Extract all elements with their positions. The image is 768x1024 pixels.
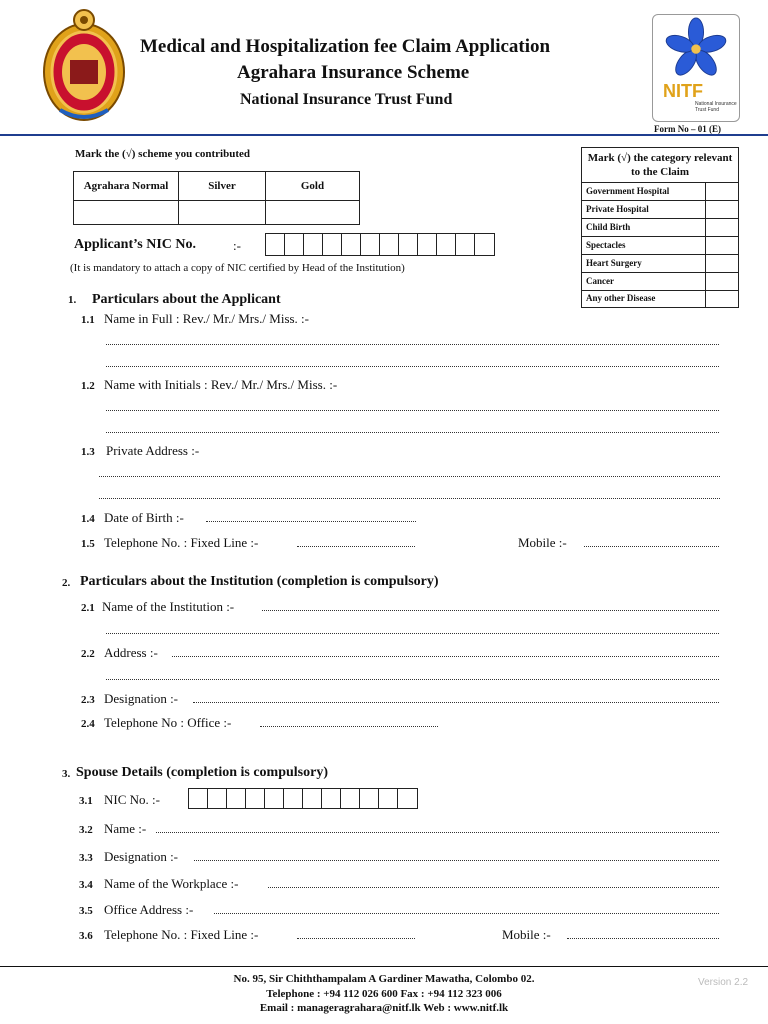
section-1-number: 1. (68, 294, 77, 306)
field-number: 1.5 (81, 538, 95, 550)
category-row[interactable] (582, 201, 738, 219)
form-number: Form No – 01 (E) (654, 124, 721, 134)
institution-name-input-line2[interactable] (106, 633, 719, 634)
field-number: 1.2 (81, 380, 95, 392)
organization-title: National Insurance Trust Fund (240, 91, 453, 108)
office-telephone-input[interactable] (260, 726, 438, 727)
field-number: 2.2 (81, 648, 95, 660)
field-number: 1.1 (81, 314, 95, 326)
spouse-nic-input[interactable] (188, 788, 418, 809)
field-number: 2.3 (81, 694, 95, 706)
category-checkbox[interactable] (705, 273, 738, 290)
section-3-title: Spouse Details (completion is compulsory) (76, 765, 328, 780)
scheme-gold-checkbox[interactable] (266, 201, 360, 225)
section-3-number: 3. (62, 768, 71, 780)
name-with-initials-input[interactable] (106, 410, 719, 411)
category-label: Government Hospital (586, 186, 670, 196)
category-label: Child Birth (586, 222, 631, 232)
footer-divider (0, 966, 768, 967)
full-name-input[interactable] (106, 344, 719, 345)
category-row[interactable] (582, 290, 738, 308)
header-divider (0, 134, 768, 136)
footer-phone: Telephone : +94 112 026 600 Fax : +94 112 323 006 (266, 987, 502, 1000)
spouse-name-input[interactable] (156, 832, 719, 833)
category-checkbox[interactable] (705, 201, 738, 218)
scheme-instruction: Mark the (√) scheme you contributed (75, 148, 250, 160)
institution-address-input-line2[interactable] (106, 679, 719, 680)
category-checkbox[interactable] (705, 219, 738, 236)
scheme-title: Agrahara Insurance Scheme (237, 62, 470, 83)
sri-lanka-emblem (40, 6, 128, 124)
name-with-initials-label: Name with Initials : Rev./ Mr./ Mrs./ Miss. :- (104, 377, 338, 392)
spouse-fixed-line-label: Telephone No. : Fixed Line :- (104, 927, 259, 942)
footer-email: Email : manageragrahara@nitf.lk Web : www.nitf.lk (259, 1002, 509, 1014)
applicant-nic-label: Applicant’s NIC No. (74, 237, 196, 252)
scheme-table (73, 171, 360, 225)
category-row[interactable] (582, 183, 738, 201)
field-number: 2.1 (81, 602, 95, 614)
category-label: Cancer (586, 276, 614, 286)
scheme-gold: Gold (266, 172, 360, 201)
category-checkbox[interactable] (705, 290, 738, 308)
date-of-birth-label: Date of Birth :- (104, 510, 184, 525)
name-with-initials-input-line2[interactable] (106, 432, 719, 433)
institution-name-label: Name of the Institution :- (102, 599, 235, 614)
category-row[interactable] (582, 237, 738, 255)
category-row[interactable] (582, 219, 738, 237)
workplace-name-input[interactable] (268, 887, 719, 888)
scheme-agrahara-normal: Agrahara Normal (74, 172, 179, 201)
date-of-birth-input[interactable] (206, 521, 416, 522)
office-telephone-label: Telephone No : Office :- (104, 715, 232, 730)
section-1-title: Particulars about the Applicant (92, 292, 281, 307)
mobile-label: Mobile :- (518, 535, 567, 550)
category-heading: Mark (√) the category relevant to the Claim (582, 148, 738, 183)
spouse-mobile-input[interactable] (567, 938, 719, 939)
nitf-logo (652, 14, 740, 122)
category-row[interactable] (582, 255, 738, 273)
institution-address-label: Address :- (104, 645, 158, 660)
section-2-number: 2. (62, 577, 71, 589)
category-label: Any other Disease (586, 293, 656, 303)
full-name-label: Name in Full : Rev./ Mr./ Mrs./ Miss. :- (104, 311, 309, 326)
field-number: 3.3 (79, 852, 93, 864)
field-number: 3.5 (79, 905, 93, 917)
footer-address: No. 95, Sir Chiththampalam A Gardiner Mawatha, Colombo 02. (233, 973, 535, 985)
flower-icon (653, 17, 739, 83)
category-label: Spectacles (586, 240, 626, 250)
fixed-line-label: Telephone No. : Fixed Line :- (104, 535, 259, 550)
logo-text: NITF (663, 81, 703, 101)
field-number: 3.4 (79, 879, 93, 891)
private-address-input[interactable] (99, 476, 720, 477)
claim-category-table (581, 147, 739, 308)
footer (0, 972, 768, 1016)
nic-note: (It is mandatory to attach a copy of NIC certified by Head of the Institution) (70, 262, 405, 274)
field-number: 3.1 (79, 795, 93, 807)
private-address-input-line2[interactable] (99, 498, 720, 499)
field-number: 1.4 (81, 513, 95, 525)
applicant-nic-input[interactable] (265, 233, 495, 256)
spouse-designation-label: Designation :- (104, 849, 179, 864)
office-address-input[interactable] (214, 913, 719, 914)
spouse-fixed-line-input[interactable] (297, 938, 415, 939)
version-label: Version 2.2 (698, 977, 749, 988)
section-2-title: Particulars about the Institution (completion is compulsory) (80, 574, 439, 589)
institution-address-input[interactable] (172, 656, 719, 657)
category-label: Heart Surgery (586, 258, 642, 268)
field-number: 1.3 (81, 446, 95, 458)
institution-name-input[interactable] (262, 610, 719, 611)
private-address-label: Private Address :- (106, 443, 200, 458)
scheme-silver: Silver (179, 172, 266, 201)
scheme-agrahara-normal-checkbox[interactable] (74, 201, 179, 225)
spouse-mobile-label: Mobile :- (502, 927, 551, 942)
spouse-name-label: Name :- (104, 821, 147, 836)
full-name-input-line2[interactable] (106, 366, 719, 367)
category-label: Private Hospital (586, 204, 649, 214)
scheme-silver-checkbox[interactable] (179, 201, 266, 225)
category-checkbox[interactable] (705, 183, 738, 200)
fixed-line-input[interactable] (297, 546, 415, 547)
category-checkbox[interactable] (705, 255, 738, 272)
designation-input[interactable] (193, 702, 719, 703)
category-row[interactable] (582, 273, 738, 291)
mobile-input[interactable] (584, 546, 719, 547)
logo-subtitle: National Insurance Trust Fund (695, 101, 737, 113)
field-number: 3.6 (79, 930, 93, 942)
spouse-nic-label: NIC No. :- (104, 792, 160, 807)
spouse-designation-input[interactable] (194, 860, 719, 861)
office-address-label: Office Address :- (104, 902, 194, 917)
field-number: 2.4 (81, 718, 95, 730)
category-checkbox[interactable] (705, 237, 738, 254)
form-title: Medical and Hospitalization fee Claim Application (140, 36, 551, 57)
field-number: 3.2 (79, 824, 93, 836)
workplace-name-label: Name of the Workplace :- (104, 876, 239, 891)
nic-separator: :- (233, 238, 241, 253)
designation-label: Designation :- (104, 691, 179, 706)
